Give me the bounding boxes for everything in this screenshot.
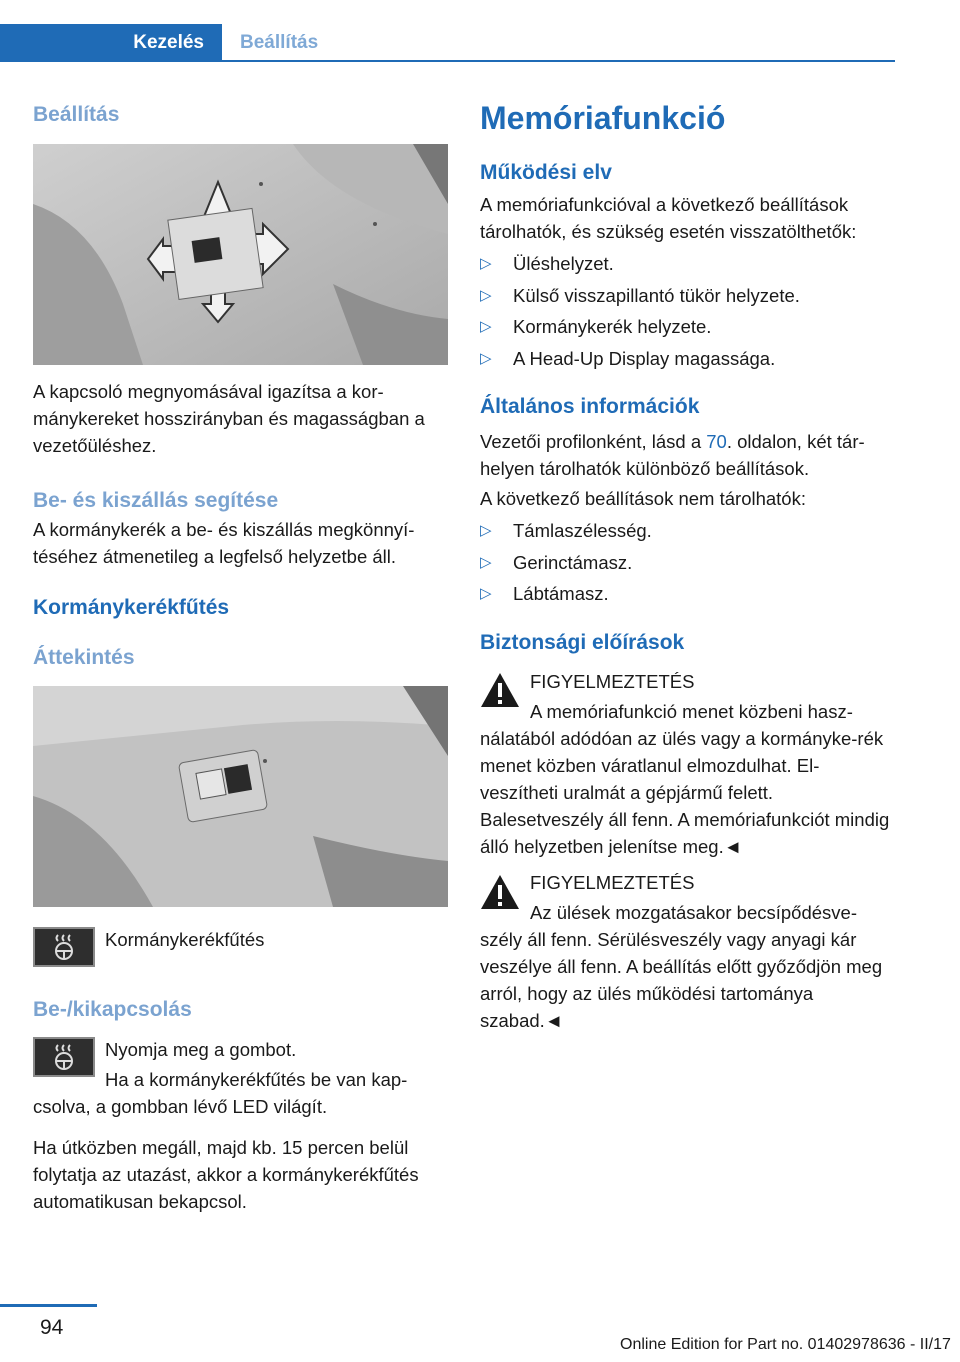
paragraph-altalanos <box>480 428 895 482</box>
triangle-bullet-icon: ▷ <box>480 585 492 602</box>
heating-button-photo <box>33 686 448 907</box>
edition-text: Online Edition for Part no. 01402978636 - II/17 <box>620 1336 951 1353</box>
steering-adjust-photo <box>33 144 448 365</box>
list-item <box>480 580 895 607</box>
header-divider <box>0 60 895 62</box>
list-item <box>480 345 895 372</box>
list-item <box>480 517 895 544</box>
warning2-title: FIGYELMEZTETÉS <box>530 872 695 893</box>
warning1-title: FIGYELMEZTETÉS <box>530 671 695 692</box>
triangle-bullet-icon: ▷ <box>480 255 492 272</box>
triangle-bullet-icon: ▷ <box>480 553 492 571</box>
triangle-bullet-icon: ▷ <box>480 349 492 367</box>
footer-divider <box>0 1304 97 1307</box>
list-item <box>480 282 895 309</box>
heading-altalanos: Általános információk <box>480 395 700 418</box>
triangle-bullet-icon: ▷ <box>480 286 492 304</box>
heading-biztonsagi: Biztonsági előírások <box>480 631 685 654</box>
heading-kormanykerekfutes: Kormánykerékfűtés <box>33 596 230 619</box>
heading-beallitas: Beállítás <box>33 103 120 126</box>
page-number: 94 <box>40 1316 64 1339</box>
warning1-first-line: A memóriafunkció menet közbeni hasz- <box>530 701 853 722</box>
warning2-first-line: Az ülések mozgatásakor becsípődésve- <box>530 902 858 923</box>
paragraph-nyomja: Nyomja meg a gombot. <box>105 1039 297 1060</box>
paragraph-be-kiszallas: A kormánykerék a be- és kiszállás megkönnyí-téséhez átmenetileg a legfelső helyzetbe áll. <box>33 519 415 567</box>
list-item-text: Üléshelyzet. <box>513 253 614 274</box>
warning-triangle-icon <box>480 672 520 708</box>
header-tabs <box>0 0 895 62</box>
list-tarolhato <box>480 250 895 376</box>
warning1-text: nálatából adódóan az ülés vagy a kormányke-rék menet közben váratlanul elmozdulhat. El-veszítheti uralmát a gépjármű felett. Balesetveszély áll fenn. A memóriafunkciót mindig álló helyzetben jelenítse meg.◄ <box>480 728 890 857</box>
list-nem-tarolhato <box>480 517 895 612</box>
list-item-text: Lábtámasz. <box>513 583 609 604</box>
icon-caption: Kormánykerékfűtés <box>105 929 265 950</box>
list-item <box>480 313 895 340</box>
warning-triangle-icon <box>480 874 520 910</box>
paragraph-altalanos-b: . oldalon, két tár-helyen tárolhatók különböző beállítások. <box>480 431 865 479</box>
list-item-text: Külső visszapillantó tükör helyzete. <box>513 284 800 306</box>
heading-attekintes: Áttekintés <box>33 646 135 669</box>
heading-be-kiszallas: Be- és kiszállás segítése <box>33 489 279 512</box>
warning2-text: szély áll fenn. Sérülésveszély vagy anyagi kár veszélye áll fenn. A beállítás előtt győződjön meg arról, hogy az ülés működési tartománya szabad.◄ <box>480 929 883 1031</box>
list-item-text: Kormánykerék helyzete. <box>513 316 712 337</box>
tab-kezeles[interactable] <box>0 24 222 62</box>
steering-heat-button-icon <box>33 1037 95 1077</box>
triangle-bullet-icon: ▷ <box>480 522 492 539</box>
list-item-text: Gerinctámasz. <box>513 551 633 573</box>
heading-mukodesi-elv: Működési elv <box>480 161 612 184</box>
list-item <box>480 250 895 277</box>
steering-heat-icon <box>33 927 95 967</box>
tab-beallitas-label: Beállítás <box>240 32 319 53</box>
paragraph-ha-utkozben: Ha útközben megáll, majd kb. 15 percen belül folytatja az utazást, akkor a kormánykerékfűtés automatikusan bekapcsol. <box>33 1137 419 1212</box>
page-link-70[interactable]: 70 <box>706 431 727 452</box>
tab-kezeles-label: Kezelés <box>133 32 204 53</box>
list-item <box>480 549 895 576</box>
paragraph-beallitas: A kapcsoló megnyomásával igazítsa a kor-mánykereket hosszirányban és magasságban a vezetőüléshez. <box>33 381 425 456</box>
list-item-text: Támlaszélesség. <box>513 520 652 541</box>
heading-memoriafunkcio: Memóriafunkció <box>480 100 726 136</box>
paragraph-nem-tarolhatok: A következő beállítások nem tárolhatók: <box>480 488 806 509</box>
triangle-bullet-icon: ▷ <box>480 318 492 335</box>
heading-be-kikapcsolas: Be-/kikapcsolás <box>33 998 192 1021</box>
paragraph-mukodesi: A memóriafunkcióval a következő beállítások tárolhatók, és szükség esetén visszatölthetők: <box>480 194 857 242</box>
tab-beallitas[interactable] <box>240 24 318 62</box>
list-item-text: A Head-Up Display magassága. <box>513 347 776 369</box>
paragraph-altalanos-a: Vezetői profilonként, lásd a <box>480 431 707 452</box>
paragraph-ha-a-first: Ha a kormánykerékfűtés be van kap- <box>105 1069 408 1090</box>
paragraph-ha-a-rest: csolva, a gombban lévő LED világít. <box>33 1096 328 1117</box>
